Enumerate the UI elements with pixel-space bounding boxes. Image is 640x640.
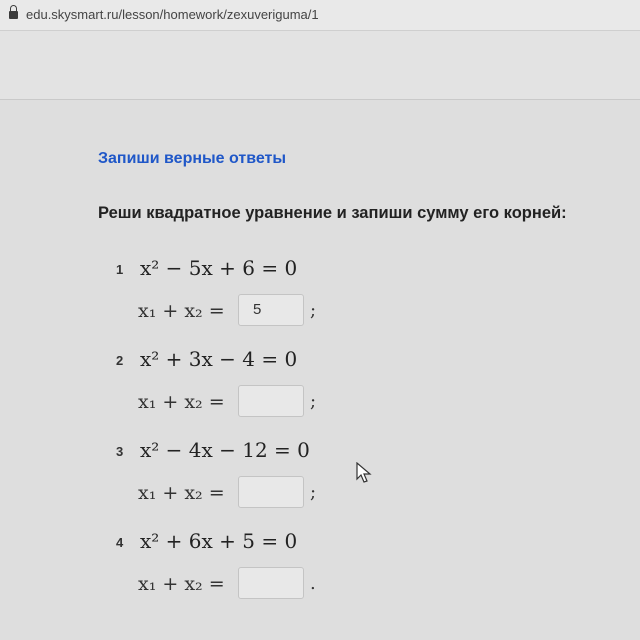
punctuation: ;: [310, 391, 317, 412]
problem-number: 1: [116, 262, 124, 277]
roots-sum-label: x₁ + x₂ =: [138, 482, 225, 504]
answer-input[interactable]: [238, 385, 304, 417]
problem-number: 2: [116, 353, 124, 368]
problem-number: 3: [116, 444, 124, 459]
problem-number: 4: [116, 535, 124, 550]
punctuation: ;: [310, 482, 317, 503]
url-text[interactable]: edu.skysmart.ru/lesson/homework/zexuveriguma/1: [26, 7, 319, 22]
lock-icon: [9, 9, 18, 20]
answer-input[interactable]: [238, 567, 304, 599]
task-title: Запиши верные ответы: [98, 150, 287, 167]
equation: x² + 6x + 5 = 0: [140, 529, 298, 553]
page-header-area: [0, 31, 640, 100]
roots-sum-label: x₁ + x₂ =: [138, 391, 225, 413]
punctuation: .: [310, 573, 316, 594]
equation: x² − 5x + 6 = 0: [140, 256, 298, 280]
roots-sum-label: x₁ + x₂ =: [138, 300, 225, 322]
answer-input[interactable]: [238, 476, 304, 508]
task-instruction: Реши квадратное уравнение и запиши сумму его корней:: [98, 204, 567, 222]
equation: x² + 3x − 4 = 0: [140, 347, 298, 371]
roots-sum-label: x₁ + x₂ =: [138, 573, 225, 595]
task-content: [0, 100, 640, 640]
punctuation: ;: [310, 300, 317, 321]
browser-address-bar[interactable]: [0, 0, 640, 31]
answer-input[interactable]: 5: [238, 294, 304, 326]
equation: x² − 4x − 12 = 0: [140, 438, 310, 462]
mouse-cursor-icon: [356, 462, 372, 484]
